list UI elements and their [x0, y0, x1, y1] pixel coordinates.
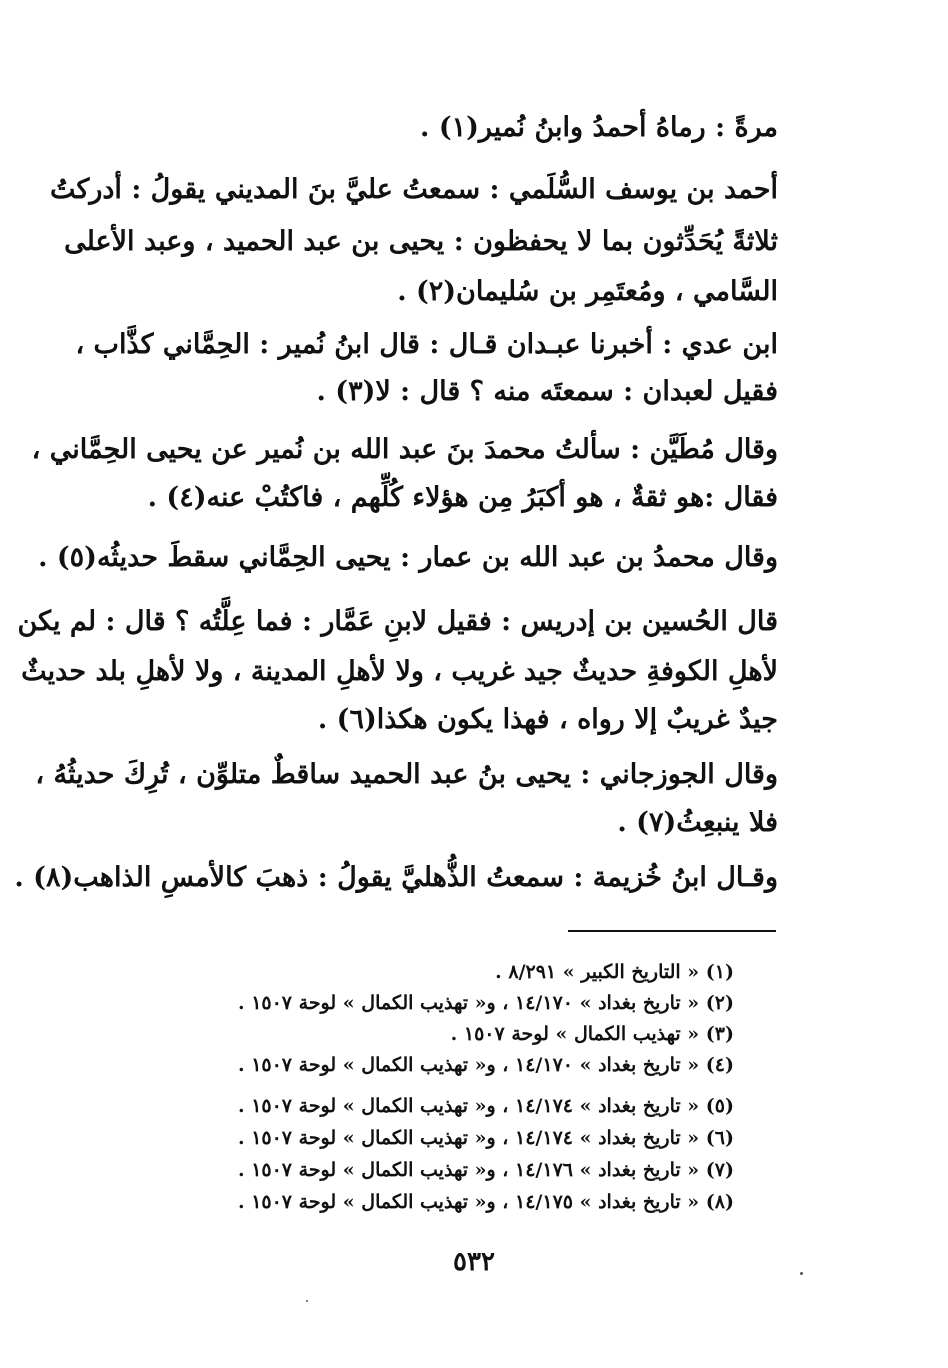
footnote: (٣) « تهذيب الكمال » لوحة ١٥٠٧ .: [450, 1023, 734, 1045]
text-line: السَّامي ، ومُعتَمِر بن سُليمان(٢) .: [397, 276, 778, 307]
text-line: جيدٌ غريبٌ إلا رواه ، فهذا يكون هكذا(٦) .: [317, 704, 778, 735]
text-line: أحمد بن يوسف السُّلَمي : سمعتُ عليَّ بنَ المديني يقولُ : أدركتُ: [49, 174, 778, 205]
text-line: ابن عدي : أخبرنا عبـدان قـال : قال ابنُ نُمير : الحِمَّاني كذَّاب ،: [75, 329, 778, 360]
footnote: (٢) « تاريخ بغداد » ١٤/١٧٠ ، و« تهذيب الكمال » لوحة ١٥٠٧ .: [237, 992, 734, 1014]
footnote: (٨) « تاريخ بغداد » ١٤/١٧٥ ، و« تهذيب الكمال » لوحة ١٥٠٧ .: [237, 1191, 734, 1213]
footnote: (٦) « تاريخ بغداد » ١٤/١٧٤ ، و« تهذيب الكمال » لوحة ١٥٠٧ .: [237, 1127, 734, 1149]
footnote: (٥) « تاريخ بغداد » ١٤/١٧٤ ، و« تهذيب الكمال » لوحة ١٥٠٧ .: [237, 1095, 734, 1117]
text-line: قال الحُسين بن إدريس : فقيل لابنِ عَمَّار : فما عِلَّتُه ؟ قال : لم يكن: [17, 606, 778, 637]
footnote: (٤) « تاريخ بغداد » ١٤/١٧٠ ، و« تهذيب الكمال » لوحة ١٥٠٧ .: [237, 1054, 734, 1076]
text-line: فقال :هو ثقةٌ ، هو أكبَرُ مِن هؤلاء كُلِّهم ، فاكتُبْ عنه(٤) .: [147, 482, 778, 513]
text-line: فقيل لعبدان : سمعتَه منه ؟ قال : لا(٣) .: [316, 376, 778, 407]
text-line: ثلاثةً يُحَدِّثون بما لا يحفظون : يحيى بن عبد الحميد ، وعبد الأعلى: [64, 226, 778, 257]
page-number: ٥٣٢: [453, 1247, 495, 1277]
footnote: (١) « التاريخ الكبير » ٨/٢٩١ .: [495, 961, 734, 983]
text-line: فلا ينبعِثُ(٧) .: [617, 807, 778, 838]
text-line: لأهلِ الكوفةِ حديثٌ جيد غريب ، ولا لأهلِ المدينة ، ولا لأهلِ بلد حديثٌ: [21, 656, 778, 687]
footnote: (٧) « تاريخ بغداد » ١٤/١٧٦ ، و« تهذيب الكمال » لوحة ١٥٠٧ .: [237, 1159, 734, 1181]
text-line: وقال مُطَيَّن : سألتُ محمدَ بنَ عبد الله بن نُمير عن يحيى الحِمَّاني ،: [31, 434, 778, 465]
text-line: وقال الجوزجاني : يحيى بنُ عبد الحميد ساقطٌ متلوِّن ، تُرِكَ حديثُهُ ،: [35, 759, 778, 790]
text-line: وقـال ابنُ خُزيمة : سمعتُ الذُّهليَّ يقولُ : ذهبَ كالأمسِ الذاهب(٨) .: [14, 862, 778, 893]
scan-speck: [306, 1300, 308, 1302]
text-line: وقال محمدُ بن عبد الله بن عمار : يحيى الحِمَّاني سقطَ حديثُه(٥) .: [38, 542, 778, 573]
scan-speck: [800, 1272, 803, 1275]
footnote-separator: [568, 930, 776, 932]
text-line: مرةً : رماهُ أحمدُ وابنُ نُمير(١) .: [420, 112, 778, 143]
